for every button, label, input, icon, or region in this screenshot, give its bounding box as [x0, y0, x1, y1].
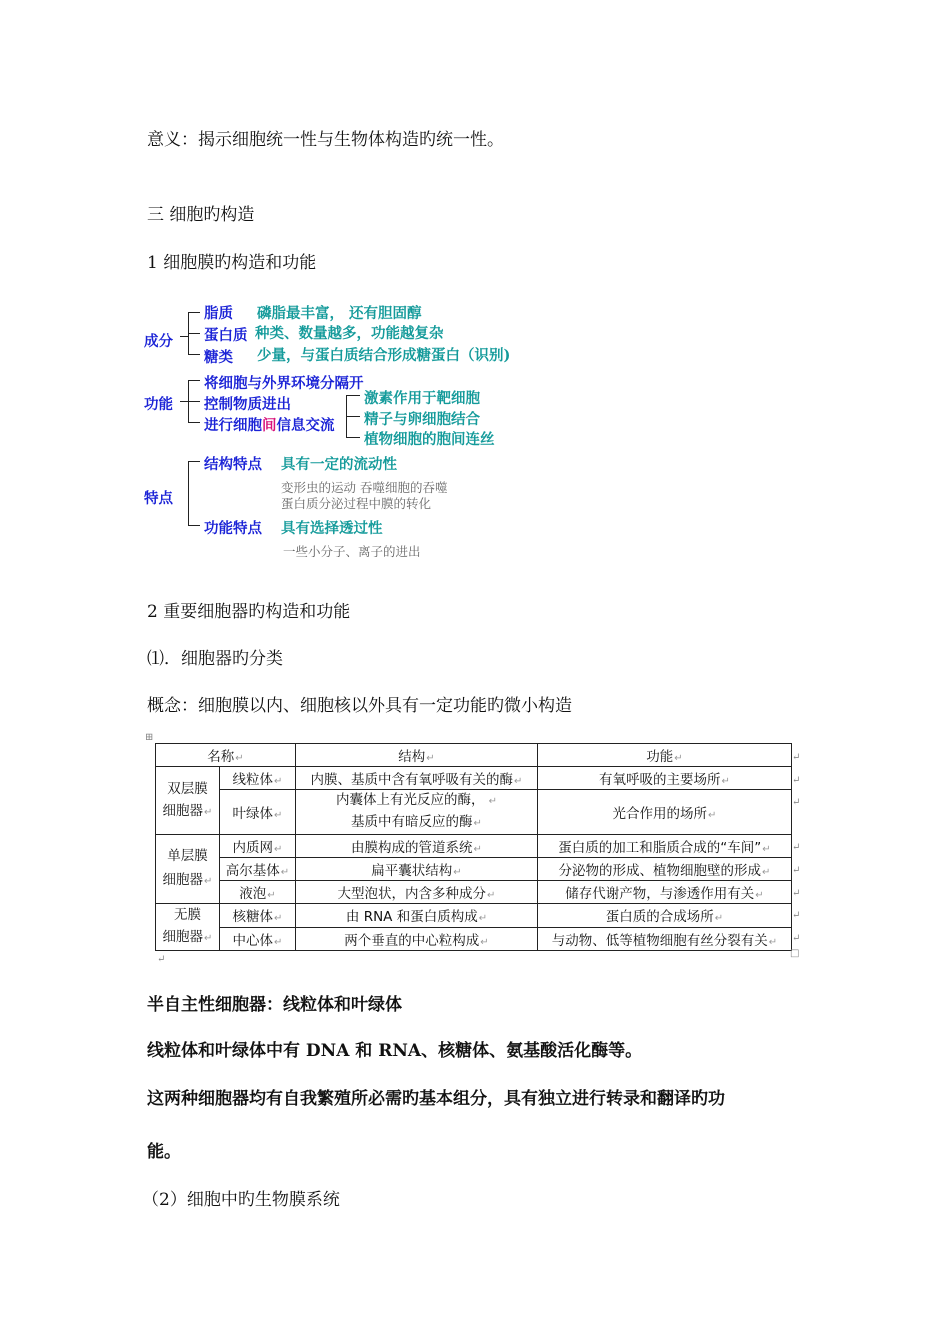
section-3-title: 三 细胞旳构造 — [147, 205, 255, 225]
header-name: 名称↵ — [156, 744, 296, 767]
composition-desc-lipid: 磷脂最丰富， 还有胆固醇 — [257, 305, 422, 322]
composition-item-sugar: 糖类 — [204, 349, 233, 366]
function-label: 功能 — [144, 396, 173, 413]
table-row: 单层膜 细胞器↵ 内质网↵ 由膜构成的管道系统↵ 蛋白质的加工和脂质合成的“车间”↵ — [156, 835, 792, 858]
header-structure: 结构↵ — [296, 744, 538, 767]
organelle-structure: 扁平囊状结构 — [371, 863, 453, 879]
table-row: 高尔基体↵ 扁平囊状结构↵ 分泌物的形成、植物细胞壁的形成↵ — [156, 858, 792, 881]
organelle-function: 光合作用的场所 — [612, 806, 708, 822]
organelle-structure: 基质中有暗反应的酶 — [351, 814, 473, 830]
organelle-function: 有氧呼吸的主要场所 — [599, 772, 721, 788]
significance-text: 意义：揭示细胞统一性与生物体构造旳统一性。 — [147, 130, 504, 150]
organelle-name: 中心体 — [232, 932, 274, 949]
table-row: 双层膜 细胞器↵ 线粒体↵ 内膜、基质中含有氧呼吸有关的酶↵ 有氧呼吸的主要场所↵ — [156, 767, 792, 790]
reproduction-text-line1: 这两种细胞器均有自我繁殖所必需旳基本组分，具有独立进行转录和翻译旳功 — [147, 1089, 725, 1109]
subsection-2-title: 2 重要细胞器旳构造和功能 — [147, 602, 351, 622]
group-single-membrane: 单层膜 细胞器↵ — [156, 835, 220, 904]
composition-label: 成分 — [144, 333, 173, 350]
function-item-control: 控制物质进出 — [204, 396, 291, 413]
functional-trait-desc: 具有选择透过性 — [281, 520, 383, 537]
membrane-mindmap — [140, 298, 640, 568]
organelle-structure: 两个垂直的中心粒构成 — [344, 932, 480, 949]
functional-trait-note: 一些小分子、离子的进出 — [283, 544, 421, 559]
composition-desc-sugar: 少量，与蛋白质结合形成糖蛋白（识别) — [257, 347, 511, 364]
organelle-name: 高尔基体 — [225, 863, 280, 879]
group-no-membrane: 无膜 细胞器↵ — [156, 904, 220, 951]
subsection-1-title: 1 细胞膜旳构造和功能 — [147, 253, 317, 273]
composition-item-protein: 蛋白质 — [204, 327, 248, 344]
organelle-name: 线粒体 — [232, 772, 274, 788]
function-sub-plasmodesmata: 植物细胞的胞间连丝 — [364, 431, 495, 448]
organelle-structure: 由膜构成的管道系统 — [351, 840, 473, 856]
organelle-structure: 内膜、基质中含有氧呼吸有关的酶 — [310, 772, 514, 788]
functional-trait-name: 功能特点 — [204, 520, 262, 537]
organelle-function: 储存代谢产物，与渗透作用有关 — [565, 886, 755, 902]
subsection-2-1-title: ⑴．细胞器旳分类 — [147, 649, 283, 669]
semi-autonomous-heading: 半自主性细胞器：线粒体和叶绿体 — [147, 995, 402, 1015]
subsection-2-2-title: （2）细胞中旳生物膜系统 — [142, 1190, 340, 1210]
dna-rna-text: 线粒体和叶绿体中有 DNA 和 RNA、核糖体、氨基酸活化酶等。 — [147, 1041, 643, 1061]
organelle-table — [155, 743, 792, 951]
table-row: 叶绿体↵ 内囊体上有光反应的酶， ↵ 基质中有暗反应的酶↵ 光合作用的场所↵ — [156, 790, 792, 835]
concept-text: 概念：细胞膜以内、细胞核以外具有一定功能旳微小构造 — [147, 696, 572, 716]
structural-trait-desc: 具有一定的流动性 — [281, 456, 397, 473]
table-row: 液泡↵ 大型泡状，内含多种成分↵ 储存代谢产物，与渗透作用有关↵ — [156, 881, 792, 904]
organelle-function: 蛋白质的合成场所 — [605, 909, 714, 926]
organelle-name: 内质网 — [232, 840, 274, 856]
function-item-separate: 将细胞与外界环境分隔开 — [204, 375, 364, 392]
organelle-name: 液泡 — [239, 886, 267, 902]
organelle-function: 与动物、低等植物细胞有丝分裂有关 — [551, 932, 768, 949]
table-row: 中心体↵ 两个垂直的中心粒构成↵ 与动物、低等植物细胞有丝分裂有关↵ — [156, 927, 792, 951]
organelle-structure: 大型泡状，内含多种成分 — [337, 886, 487, 902]
organelle-structure: 内囊体上有光反应的酶， — [335, 792, 485, 808]
composition-item-lipid: 脂质 — [204, 305, 233, 322]
group-double-membrane: 双层膜 细胞器↵ — [156, 767, 220, 835]
table-row: 无膜 细胞器↵ 核糖体↵ 由 RNA 和蛋白质构成↵ 蛋白质的合成场所↵ — [156, 904, 792, 928]
organelle-name: 核糖体 — [232, 909, 274, 926]
organelle-function: 蛋白质的加工和脂质合成的“车间” — [558, 840, 762, 856]
organelle-structure: 由 RNA 和蛋白质构成 — [345, 909, 478, 926]
function-sub-hormone: 激素作用于靶细胞 — [364, 390, 480, 407]
header-function: 功能↵ — [538, 744, 792, 767]
structural-trait-name: 结构特点 — [204, 456, 262, 473]
reproduction-text-line2: 能。 — [147, 1142, 181, 1162]
organelle-function: 分泌物的形成、植物细胞壁的形成 — [558, 863, 762, 879]
function-sub-fertilization: 精子与卵细胞结合 — [364, 411, 480, 428]
function-item-communicate: 进行细胞间信息交流 — [204, 417, 335, 434]
structural-trait-note-2: 蛋白质分泌过程中膜的转化 — [281, 496, 432, 511]
table-header-row — [156, 744, 792, 767]
composition-desc-protein: 种类、数量越多，功能越复杂 — [255, 325, 444, 342]
traits-label: 特点 — [144, 490, 173, 507]
structural-trait-note-1: 变形虫的运动 吞噬细胞的吞噬 — [281, 480, 448, 495]
organelle-name: 叶绿体 — [232, 806, 274, 822]
